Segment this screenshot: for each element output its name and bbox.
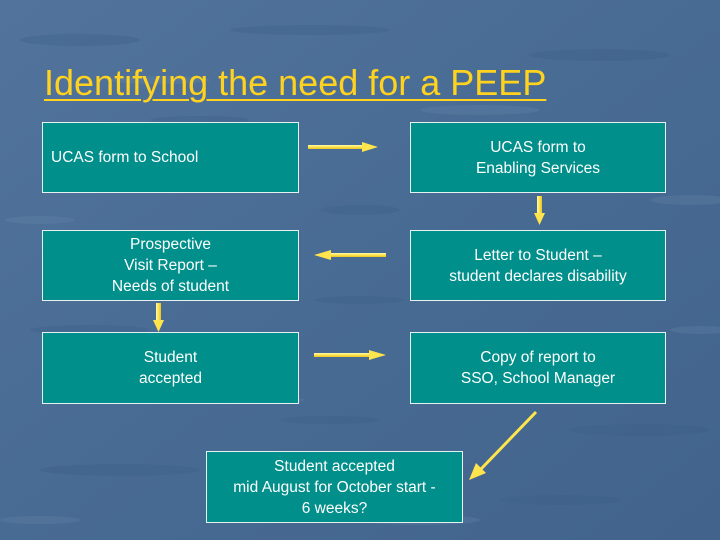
- box-student-accepted: [42, 332, 299, 404]
- box-text-line: UCAS form to: [490, 138, 586, 156]
- box-copy-of-report: [410, 332, 666, 404]
- box-text-line: Student: [143, 349, 198, 366]
- box-prospective-visit-report: [42, 230, 299, 301]
- page-title: Identifying the need for a PEEP: [44, 62, 547, 103]
- box-text-line: Student accepted: [274, 457, 395, 475]
- box-text-line: SSO, School Manager: [460, 370, 616, 387]
- box-ucas-form-to-enabling-services: [410, 122, 666, 193]
- box-text-line: Visit Report –: [124, 257, 217, 274]
- box-letter-to-student: [410, 230, 666, 301]
- box-text-line: Copy of report to: [480, 349, 596, 366]
- box-text-line: Needs of student: [111, 278, 230, 295]
- box-text-line: Prospective: [130, 236, 211, 253]
- box-text-line: 6 weeks?: [301, 499, 368, 517]
- box-text-line: Letter to Student –: [474, 246, 602, 264]
- box-ucas-form-to-school: [42, 122, 299, 193]
- box-text-line: Enabling Services: [475, 159, 601, 177]
- box-text-line: UCAS form to School: [51, 149, 199, 166]
- box-text-line: accepted: [139, 370, 202, 387]
- box-text-line: student declares disability: [449, 267, 627, 285]
- box-text-line: mid August for October start -: [233, 478, 436, 496]
- box-student-accepted-mid-august: [206, 451, 463, 523]
